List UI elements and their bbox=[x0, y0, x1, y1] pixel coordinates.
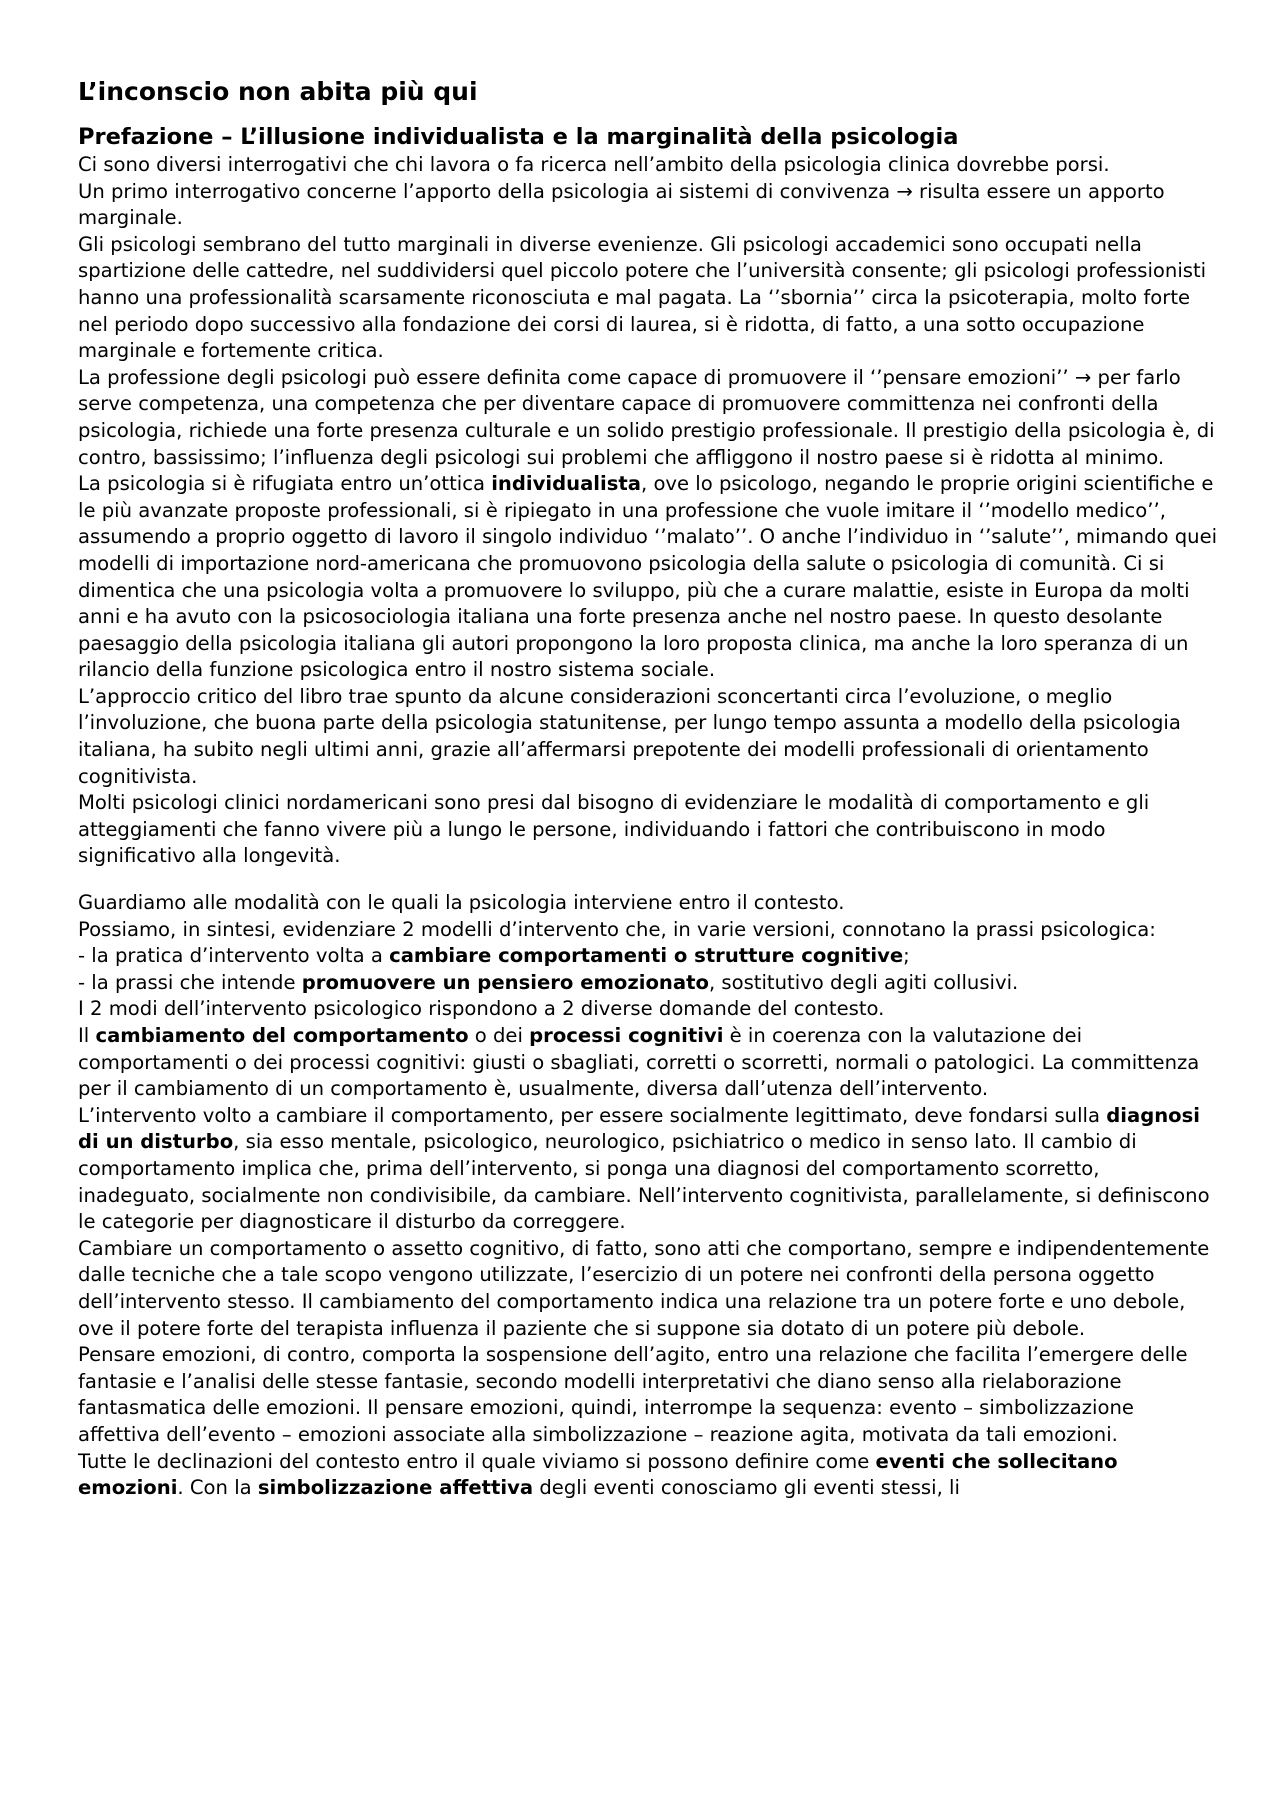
text-run: - la prassi che intende bbox=[78, 970, 302, 994]
bold-term: cambiare comportamenti o strutture cognitive bbox=[389, 944, 904, 968]
paragraph bbox=[78, 471, 1218, 684]
bold-term: eventi che sollecitano emozioni bbox=[78, 1449, 1118, 1500]
paragraph: L’approccio critico del libro trae spunto da alcune considerazioni sconcertanti circa l’evoluzione, o meglio l’involuzione, che buona parte della psicologia statunitense, per lungo tempo assunta a modello della psicologia italiana, ha subito negli ultimi anni, grazie all’affermarsi prepotente dei modelli professionali di orientamento cognitivista. bbox=[78, 684, 1181, 788]
paragraph-gap bbox=[78, 870, 1218, 890]
paragraph: Cambiare un comportamento o assetto cognitivo, di fatto, sono atti che comportano, sempre e indipendentemente dalle tecniche che a tale scopo vengono utilizzate, l’esercizio di un potere nei confronti della persona oggetto dell’intervento stesso. Il cambiamento del comportamento indica una relazione tra un potere forte e uno debole, ove il potere forte del terapista influenza il paziente che si suppone sia dotato di un potere più debole. bbox=[78, 1236, 1210, 1340]
paragraph: Un primo interrogativo concerne l’apporto della psicologia ai sistemi di convivenza → risulta essere un apporto marginale. bbox=[78, 179, 1165, 230]
text-run: è in coerenza con la valutazione dei comportamenti o dei processi cognitivi: giusti o sbagliati, corretti o scorretti, normali o patologici. La committenza per il cambiamento di un comportamento è, usualmente, diversa dall’utenza dell’intervento. bbox=[78, 1024, 1200, 1101]
paragraph: Ci sono diversi interrogativi che chi lavora o fa ricerca nell’ambito della psicologia clinica dovrebbe porsi. bbox=[78, 153, 1110, 176]
text-run: o dei bbox=[468, 1024, 530, 1047]
list-item bbox=[78, 943, 1218, 970]
paragraph bbox=[78, 1449, 1218, 1502]
paragraph bbox=[78, 1023, 1218, 1103]
text-run: ; bbox=[903, 944, 910, 968]
document-page bbox=[78, 72, 1218, 1502]
section-heading: Prefazione – L’illusione individualista e la marginalità della psicologia bbox=[78, 124, 959, 150]
text-run: La psicologia si è rifugiata entro un’ottica bbox=[78, 472, 492, 496]
bold-term: individualista bbox=[491, 472, 641, 496]
paragraph: Guardiamo alle modalità con le quali la psicologia interviene entro il contesto. bbox=[78, 891, 845, 915]
text-run: degli eventi conosciamo gli eventi stessi, li bbox=[533, 1476, 960, 1500]
text-run: L’intervento volto a cambiare il comportamento, per essere socialmente legittimato, deve fondarsi sulla bbox=[78, 1103, 1107, 1127]
paragraph: Pensare emozioni, di contro, comporta la sospensione dell’agito, entro una relazione che facilita l’emergere delle fantasie e l’analisi delle stesse fantasie, secondo modelli interpretativi che diano senso alla rielaborazione fantasmatica delle emozioni. Il pensare emozioni, quindi, interrompe la sequenza: evento – simbolizzazione affettiva dell’evento – emozioni associate alla simbolizzazione – reazione agita, motivata da tali emozioni. bbox=[78, 1343, 1188, 1446]
text-run: , sostitutivo degli agiti collusivi. bbox=[708, 970, 1019, 994]
paragraph bbox=[78, 1103, 1218, 1236]
paragraph: I 2 modi dell’intervento psicologico rispondono a 2 diverse domande del contesto. bbox=[78, 997, 885, 1021]
paragraph: Gli psicologi sembrano del tutto marginali in diverse evenienze. Gli psicologi accademici sono occupati nella spartizione delle cattedre, nel suddividersi quel piccolo potere che l’università consente; gli psicologi professionisti hanno una professionalità scarsamente riconosciuta e mal pagata. La ‘’sbornia’’ circa la psicoterapia, molto forte nel periodo dopo successivo alla fondazione dei corsi di laurea, si è ridotta, di fatto, a una sotto occupazione marginale e fortemente critica. bbox=[78, 232, 1207, 363]
text-run: Il bbox=[78, 1024, 96, 1047]
text-run: Tutte le declinazioni del contesto entro il quale viviamo si possono definire come bbox=[78, 1449, 876, 1473]
text-run: - la pratica d’intervento volta a bbox=[78, 944, 390, 968]
paragraph: La professione degli psicologi può essere definita come capace di promuovere il ‘’pensare emozioni’’ → per farlo serve competenza, una competenza che per diventare capace di promuovere committenza nei confronti della psicologia, richiede una forte presenza culturale e un solido prestigio professionale. Il prestigio della psicologia è, di contro, bassissimo; l’influenza degli psicologi sui problemi che affliggono il nostro paese si è ridotta al minimo. bbox=[78, 365, 1215, 469]
bold-term: processi cognitivi bbox=[529, 1024, 724, 1047]
bold-term: diagnosi di un disturbo bbox=[78, 1103, 1201, 1154]
bold-term: cambiamento del comportamento bbox=[95, 1024, 469, 1047]
text-run: , sia esso mentale, psicologico, neurologico, psichiatrico o medico in senso lato. Il cambio di comportamento implica che, prima dell’intervento, si ponga una diagnosi del comportamento scorretto, inadeguato, socialmente non condivisibile, da cambiare. Nell’intervento cognitivista, parallelamente, si definiscono le categorie per diagnosticare il disturbo da correggere. bbox=[78, 1130, 1210, 1234]
text-run: . Con la bbox=[177, 1476, 258, 1500]
bold-term: promuovere un pensiero emozionato bbox=[301, 970, 709, 994]
paragraph: Molti psicologi clinici nordamericani sono presi dal bisogno di evidenziare le modalità di comportamento e gli atteggiamenti che fanno vivere più a lungo le persone, individuando i fattori che contribuiscono in modo significativo alla longevità. bbox=[78, 791, 1150, 868]
bold-term: simbolizzazione affettiva bbox=[257, 1476, 534, 1500]
text-run: , ove lo psicologo, negando le proprie origini scientifiche e le più avanzate proposte professionali, si è ripiegato in una professione che vuole imitare il ‘’modello medico’’, assumendo a proprio oggetto di lavoro il singolo individuo ‘’malato’’. O anche l’individuo in ‘’salute’’, mimando quei modelli di importazione nord-americana che promuovono psicologia della salute o psicologia di comunità. Ci si dimentica che una psicologia volta a promuovere lo sviluppo, più che a curare malattie, esiste in Europa da molti anni e ha avuto con la psicosociologia italiana una forte presenza anche nel nostro paese. In questo desolante paesaggio della psicologia italiana gli autori propongono la loro proposta clinica, ma anche la loro speranza di un rilancio della funzione psicologica entro il nostro sistema sociale. bbox=[78, 472, 1218, 682]
document-title: L’inconscio non abita più qui bbox=[78, 77, 478, 106]
list-item bbox=[78, 970, 1218, 997]
paragraph: Possiamo, in sintesi, evidenziare 2 modelli d’intervento che, in varie versioni, connotano la prassi psicologica: bbox=[78, 917, 1156, 941]
